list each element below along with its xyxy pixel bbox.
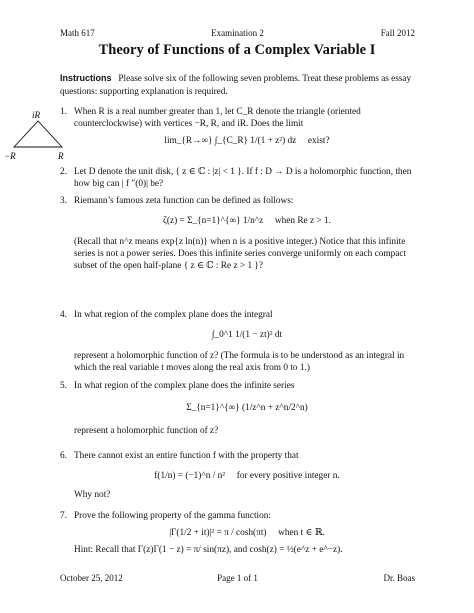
footer-page: Page 1 of 1: [217, 573, 258, 583]
problem-text: In what region of the complex plane does the infinite series: [74, 381, 295, 391]
problem-text-2: represent a holomorphic function of z? (The formula is to be understood as an integral in which the real variable t moves along the real axis from 0 to 1.): [74, 350, 405, 374]
problem-3: [60, 195, 420, 273]
problem-1: [60, 106, 420, 147]
instructions-label: Instructions: [60, 73, 112, 83]
term-label: Fall 2012: [380, 28, 415, 38]
problem-text: Riemann’s famous zeta function can be defined as follows:: [74, 196, 294, 206]
problem-text: Prove the following property of the gamma function:: [74, 511, 271, 521]
problem-2: [60, 166, 420, 191]
problem-number: 4.: [60, 310, 67, 320]
problem-text: Let D denote the unit disk, { z ∈ ℂ : |z| < 1 }. If f : D → D is a holomorphic function, then how big can | f ″(0)| be?: [74, 167, 412, 190]
problem-text-2: (Recall that n^z means exp{z ln(n)} when n is a positive integer.) Notice that this infinite series is not a power series. Does this infinite series converge uniformly on each compact subset of the open half-plane { z ∈ ℂ : Re z > 1 }?: [74, 236, 407, 272]
triangle-figure: [4, 107, 68, 165]
problem-5: [60, 380, 420, 437]
problem-number: 3.: [60, 196, 67, 206]
problem-formula: Σ_{n=1}^{∞} (1/z^n + z^n/2^n): [186, 403, 308, 414]
problem-6: [60, 450, 420, 501]
page-footer: [60, 573, 415, 585]
figure-label-top: iR: [32, 110, 40, 120]
problem-7: [60, 510, 420, 556]
problem-text-2: Hint: Recall that Γ(z)Γ(1 − z) = π/ sin(πz), and cosh(z) = ½(e^z + e^−z).: [74, 544, 343, 555]
problem-text: There cannot exist an entire function f with the property that: [74, 451, 299, 461]
problem-number: 6.: [60, 451, 67, 461]
instructions: [60, 72, 418, 97]
problem-text-2: represent a holomorphic function of z?: [74, 425, 219, 436]
problem-number: 7.: [60, 511, 67, 521]
footer-author: Dr. Boas: [383, 573, 415, 583]
footer-date: October 25, 2012: [60, 573, 123, 583]
figure-label-right: R: [58, 151, 64, 161]
instructions-text: Please solve six of the following seven problems. Treat these problems as essay questions: supporting explanation is required.: [60, 73, 412, 96]
page-header: [60, 28, 415, 40]
problem-number: 2.: [60, 167, 67, 177]
problem-text: When R is a real number greater than 1, let C_R denote the triangle (oriented counterclockwise) with vertices −R, R, and iR. Does the limit: [74, 107, 361, 130]
problem-number: 5.: [60, 381, 67, 391]
course-label: Math 617: [60, 28, 95, 38]
problem-formula: ∫_0^1 1/(1 − zt)² dt: [211, 330, 283, 341]
problem-text: In what region of the complex plane does the integral: [74, 310, 273, 320]
problem-4: [60, 309, 420, 374]
problem-formula: |Γ(1/2 + it)|² = π / cosh(πt) when t ∈ ℝ.: [169, 528, 325, 539]
page-title: Theory of Functions of a Complex Variable I: [98, 42, 376, 58]
exam-label: Examination 2: [211, 28, 264, 38]
problem-number: 1.: [60, 107, 67, 117]
figure-label-left: −R: [4, 151, 16, 161]
problem-text-2: Why not?: [74, 489, 111, 500]
problem-formula: ζ(z) = Σ_{n=1}^{∞} 1/n^z when Re z > 1.: [163, 216, 331, 227]
problem-formula: f(1/n) = (−1)^n / n² for every positive integer n.: [154, 471, 340, 482]
problem-formula: lim_{R→∞} ∫_{C_R} 1/(1 + z²) dz exist?: [164, 135, 330, 146]
